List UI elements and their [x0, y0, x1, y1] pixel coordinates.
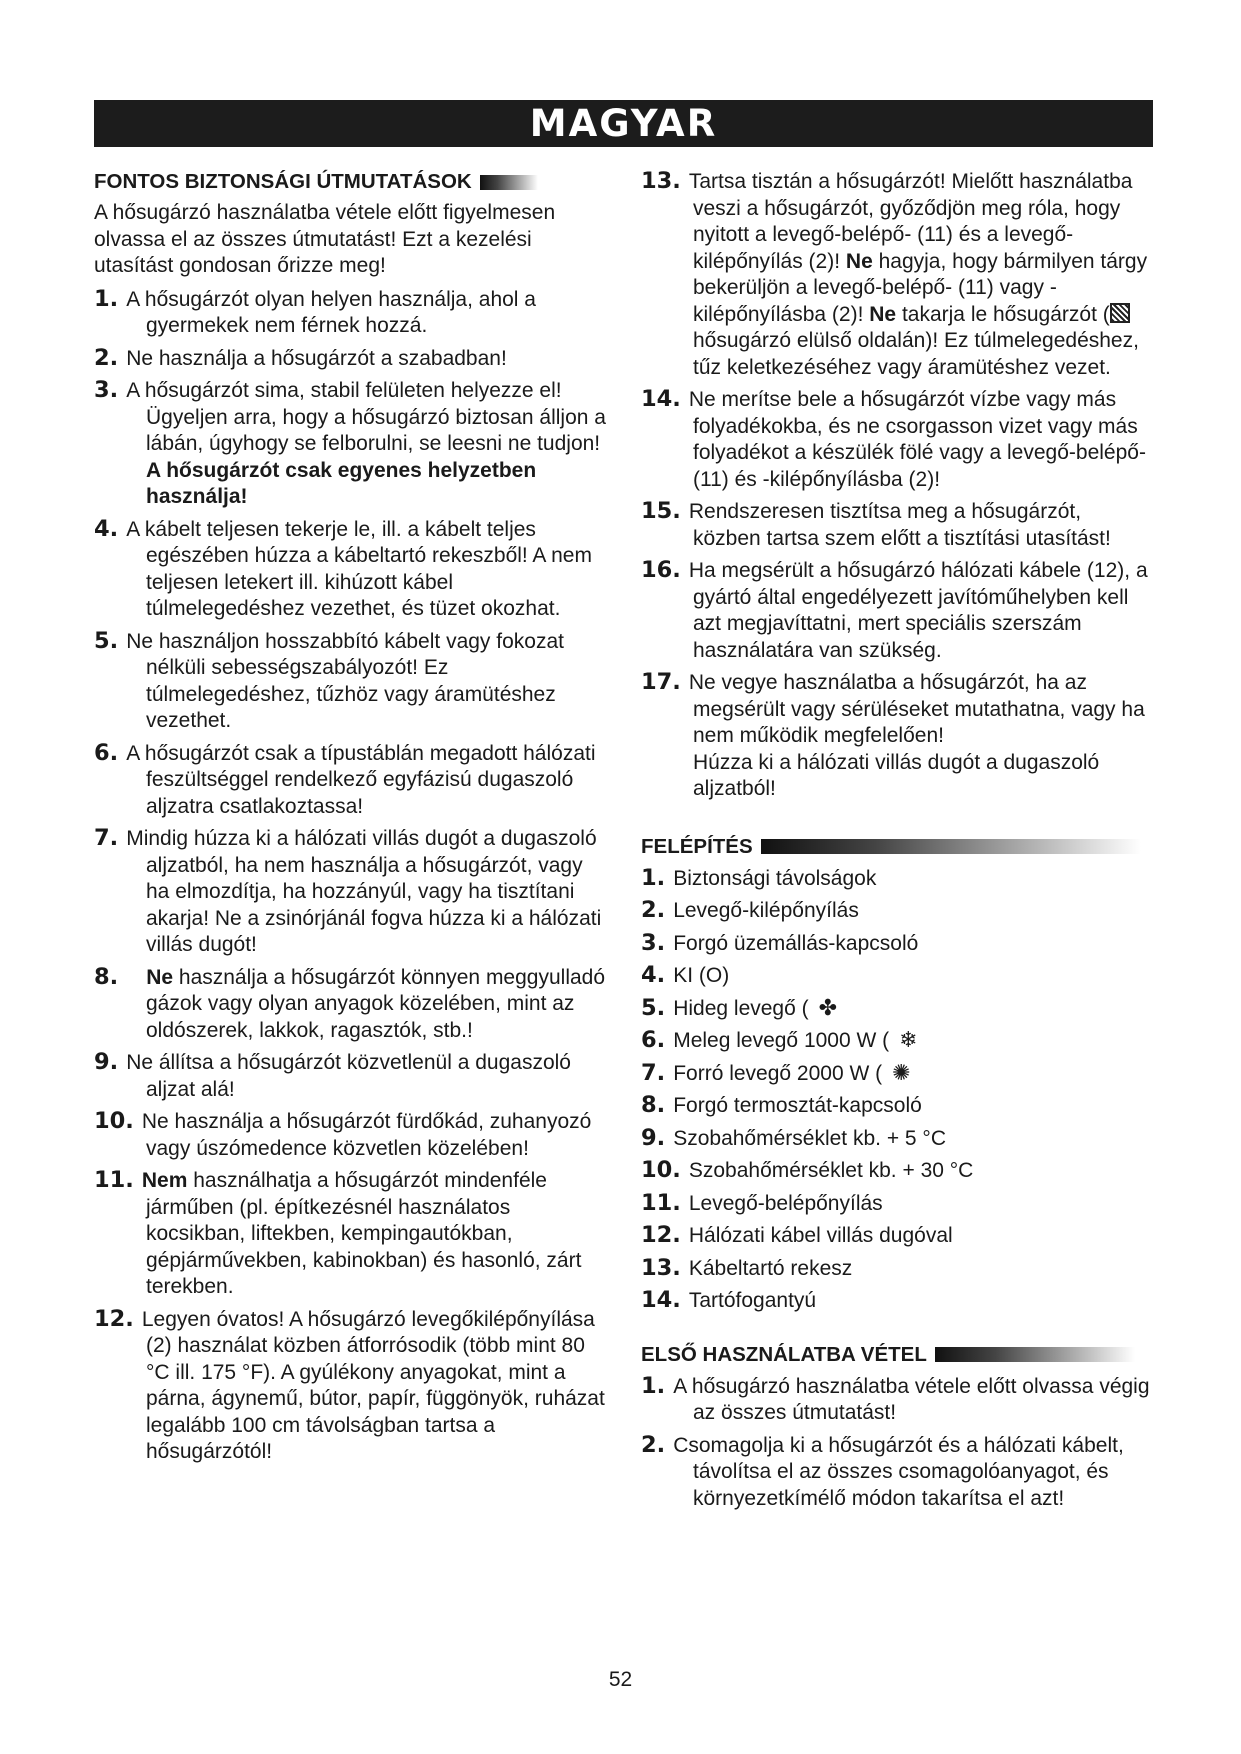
item-text: Kábeltartó rekesz [688, 1256, 853, 1280]
list-item [641, 1222, 1153, 1250]
item-number: 1. [641, 864, 666, 891]
item-text: Rendszeresen tisztítsa meg a hősugárzót, közben tartsa szem előtt a tisztítási utasítást! [688, 500, 1111, 550]
heading-gradient-bar [935, 1347, 1135, 1362]
list-item [641, 1190, 1153, 1218]
no-cover-warning-icon [1110, 303, 1130, 323]
item-number: 4. [641, 962, 666, 988]
item-number: 9. [94, 1049, 119, 1075]
item-text: Szobahőmérséklet kb. + 30 °C [688, 1159, 974, 1182]
safety-list-continued [641, 168, 1153, 803]
item-text: Csomagolja ki a hősugárzót és a hálózati kábelt, távolítsa el az összes csomagolóanyagot, és környezetkímélő módon takarítsa el azt! [673, 1433, 1124, 1510]
item-text: Ne használjon hosszabbító kábelt vagy fokozat nélküli sebességszabályozót! Ez túlmelegedéshez, tűzhöz vagy áramütéshez vezethet. [126, 629, 564, 732]
item-number: 5. [94, 627, 119, 654]
item-number: 1. [641, 1372, 666, 1399]
high-heat-icon: ✺ [892, 1060, 911, 1086]
item-number: 2. [641, 897, 666, 923]
item-number: 5. [641, 994, 666, 1021]
page-number: 52 [608, 1668, 633, 1691]
item-number: 13. [641, 1254, 681, 1281]
item-text: Biztonsági távolságok [673, 866, 877, 890]
safety-heading [94, 168, 606, 196]
item-text: A kábelt teljesen tekerje le, ill. a kábelt teljes egészében húzza a kábeltartó rekeszből! A nem teljesen letekert ill. kihúzott kábel túlmelegedéshez vezethet, és tüzet okozhat. [126, 517, 592, 620]
language-banner: MAGYAR [94, 100, 1153, 147]
heading-gradient-bar [480, 175, 538, 190]
item-text: Hálózati kábel villás dugóval [688, 1224, 953, 1247]
item-text: hagyja, hogy bármilyen tárgy bekerüljön a levegő-belépő- (11) vagy -kilépőnyílásba (2)! [693, 249, 1148, 326]
low-heat-icon: ❄ [899, 1028, 918, 1053]
item-text: Ne merítse bele a hősugárzót vízbe vagy más folyadékokba, és ne csorgasson vizet vagy más folyadékot a készülék fölé vagy a levegő-belépő- (11) és -kilépőnyílásba (2)! [688, 388, 1146, 491]
item-number: 8. [94, 963, 119, 990]
list-item [641, 1027, 1153, 1055]
list-item [641, 1092, 1153, 1120]
right-column [641, 168, 1153, 1517]
item-text: Ne vegye használatba a hősugárzót, ha az megsérült vagy sérüléseket mutathatna, vagy ha nem működik megfelelően! [688, 671, 1145, 747]
item-number: 6. [94, 739, 119, 766]
list-item [641, 669, 1153, 803]
list-item [641, 1125, 1153, 1153]
item-text: Levegő-kilépőnyílás [673, 899, 859, 922]
item-text: Ne használja a hősugárzót a szabadban! [126, 346, 507, 370]
list-item [641, 557, 1153, 664]
item-bold-lead: Ne [146, 965, 174, 989]
item-text: Forró levegő 2000 W ( [673, 1061, 883, 1085]
list-item [94, 964, 606, 1045]
list-item [641, 1287, 1153, 1315]
first-use-heading-text: ELSŐ HASZNÁLATBA VÉTEL [641, 1342, 927, 1366]
list-item [94, 1049, 606, 1103]
parts-list [641, 865, 1153, 1315]
item-bold-text: Ne [845, 249, 873, 273]
list-item [641, 1255, 1153, 1283]
item-text: használja a hősugárzót könnyen meggyulladó gázok vagy olyan anyagok közelében, mint az oldószerek, lakkok, ragasztók, stb.! [146, 965, 606, 1042]
item-number: 4. [94, 515, 119, 542]
safety-intro: A hősugárzó használatba vétele előtt figyelmesen olvassa el az összes útmutatást! Ezt a kezelési utasítást gondosan őrizze meg! [94, 201, 556, 277]
item-text: Mindig húzza ki a hálózati villás dugót a dugaszoló aljzatból, ha nem használja a hősugárzót, vagy ha elmozdítja, ha hozzányúl, vagy ha tisztítani akarja! Ne a zsinórjánál fogva húzza ki a hálózati villás dugót! [126, 827, 602, 956]
list-item [94, 825, 606, 959]
item-number: 12. [641, 1222, 681, 1248]
list-item [641, 865, 1153, 893]
item-bold-lead: Nem [141, 1169, 188, 1192]
list-item [94, 1167, 606, 1301]
list-item [641, 1060, 1153, 1088]
item-text: Forgó üzemállás-kapcsoló [673, 931, 919, 955]
list-item [641, 386, 1153, 493]
parts-heading [641, 833, 1153, 861]
item-text: hősugárzó elülső oldalán)! Ez túlmelegedéshez, tűz keletkezéséhez vagy áramütéshez vezet. [693, 329, 1139, 379]
safety-list [94, 286, 606, 1466]
list-item [641, 995, 1153, 1023]
item-number: 10. [94, 1108, 134, 1134]
item-number: 8. [641, 1092, 666, 1118]
list-item [94, 345, 606, 373]
list-item [641, 962, 1153, 990]
item-number: 7. [641, 1059, 666, 1086]
parts-heading-text: FELÉPÍTÉS [641, 834, 753, 858]
list-item [641, 1157, 1153, 1185]
item-number: 3. [94, 377, 119, 403]
item-number: 13. [641, 168, 681, 194]
item-number: 1. [94, 285, 119, 312]
list-item [94, 1306, 606, 1466]
item-number: 11. [94, 1167, 134, 1193]
list-item [94, 516, 606, 623]
list-item [94, 377, 606, 511]
item-text: Szobahőmérséklet kb. + 5 °C [673, 1126, 946, 1150]
list-item [641, 168, 1153, 381]
list-item [94, 628, 606, 735]
item-text: használhatja a hősugárzót mindenféle járműben (pl. építkezésnél használatos kocsikban, liftekben, kempingautókban, gépjárművekben, kabinokban) és hasonló, zárt terekben. [146, 1169, 582, 1298]
item-number: 7. [94, 825, 119, 851]
item-number: 14. [641, 386, 681, 412]
first-use-heading [641, 1341, 1153, 1369]
item-number: 16. [641, 557, 681, 583]
item-text: Tartófogantyú [688, 1289, 817, 1312]
item-text: Húzza ki a hálózati villás dugót a dugaszoló aljzatból! [693, 750, 1100, 800]
item-text: Levegő-belépőnyílás [688, 1191, 883, 1215]
item-text: takarja le hősugárzót ( [896, 302, 1110, 326]
item-number: 3. [641, 929, 666, 956]
item-text: A hősugárzó használatba vétele előtt olvassa végig az összes útmutatást! [673, 1374, 1150, 1424]
list-item [94, 740, 606, 821]
item-text: Meleg levegő 1000 W ( [673, 1029, 890, 1052]
item-bold-text: Ne [869, 302, 897, 326]
list-item [641, 498, 1153, 552]
fan-icon: ✤ [818, 995, 838, 1021]
item-number: 2. [641, 1431, 666, 1458]
item-number: 2. [94, 344, 119, 371]
item-number: 11. [641, 1189, 681, 1216]
item-text: A hősugárzót csak a típustáblán megadott hálózati feszültséggel rendelkező egyfázisú dugaszoló aljzatra csatlakoztassa! [126, 741, 596, 818]
item-text: A hősugárzót sima, stabil felületen helyezze el! Ügyeljen arra, hogy a hősugárzó biztosan álljon a lábán, úgyhogy se felborulni, se leesni ne tudjon! [126, 379, 606, 455]
heading-gradient-bar [761, 839, 1141, 854]
item-text: Ne állítsa a hősugárzót közvetlenül a dugaszoló aljzat alá! [126, 1051, 571, 1101]
item-bold-text: A hősugárzót csak egyenes helyzetben használja! [146, 458, 537, 508]
item-text: Hideg levegő ( [673, 996, 809, 1020]
item-number: 6. [641, 1027, 666, 1053]
list-item [94, 1108, 606, 1162]
list-item [94, 286, 606, 340]
list-item [641, 1432, 1153, 1513]
item-text: Tartsa tisztán a hősugárzót! Mielőtt használatba veszi a hősugárzót, győződjön meg róla, hogy nyitott a levegő-belépő- (11) és a levegő-kilépőnyílás (2)! [688, 170, 1133, 273]
item-number: 12. [94, 1305, 134, 1332]
item-text: Ha megsérült a hősugárzó hálózati kábele (12), a gyártó által engedélyezett javítóműhelyben kell azt megjavíttatni, mert speciális szerszám használatára van szükség. [688, 559, 1148, 662]
safety-heading-text: FONTOS BIZTONSÁGI ÚTMUTATÁSOK [94, 170, 472, 193]
item-text: A hősugárzót olyan helyen használja, ahol a gyermekek nem férnek hozzá. [126, 287, 536, 337]
left-column [94, 168, 606, 1471]
list-item [641, 930, 1153, 958]
item-text: Legyen óvatos! A hősugárzó levegőkilépőnyílása (2) használat közben átforrósodik (több mint 80 °C ill. 175 °F). A gyúlékony anyagokat, mint a párna, ágynemű, bútor, papír, függönyök, ruházat legalább 100 cm távolságban tartsa a hősugárzótól! [141, 1307, 605, 1463]
item-number: 9. [641, 1124, 666, 1151]
item-number: 17. [641, 669, 681, 695]
list-item [641, 1373, 1153, 1427]
first-use-list [641, 1373, 1153, 1513]
item-text: Forgó termosztát-kapcsoló [673, 1094, 922, 1117]
list-item [641, 897, 1153, 925]
item-text: KI (O) [673, 964, 730, 987]
item-number: 14. [641, 1287, 681, 1313]
item-number: 10. [641, 1157, 681, 1183]
item-text: Ne használja a hősugárzót fürdőkád, zuhanyozó vagy úszómedence közvetlen közelében! [141, 1110, 592, 1160]
item-number: 15. [641, 498, 681, 524]
